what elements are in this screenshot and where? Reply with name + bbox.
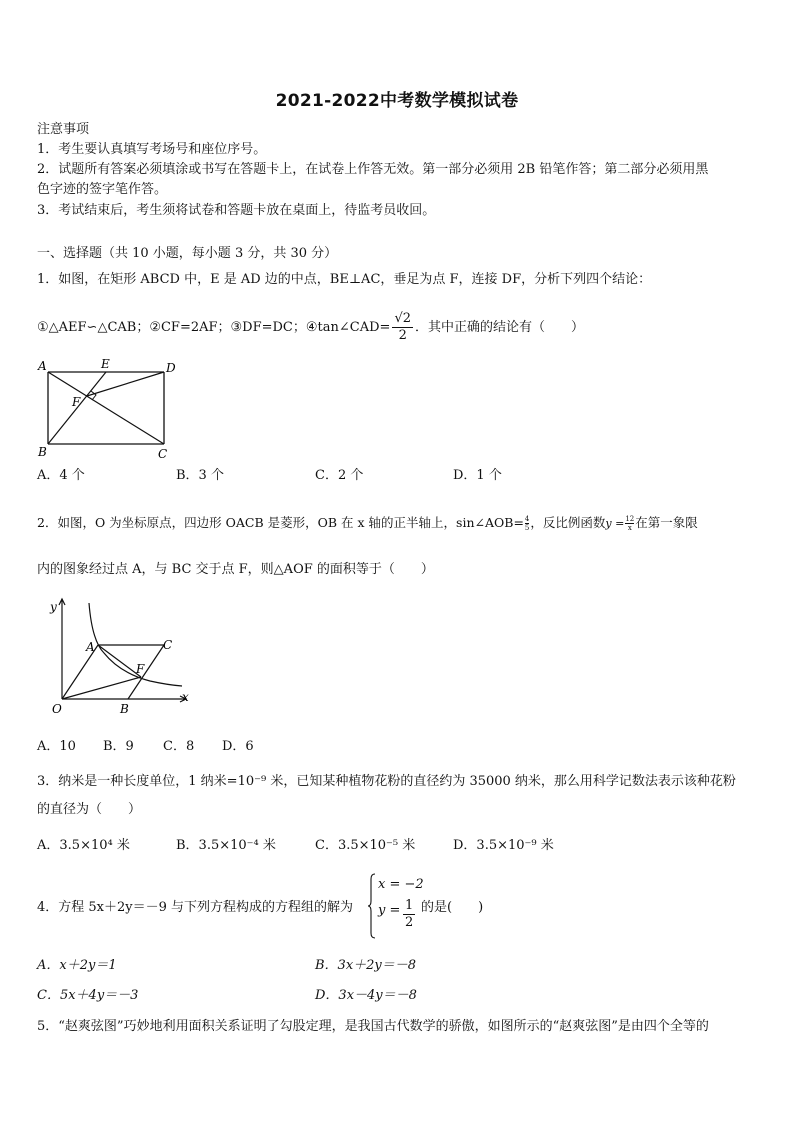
q1-frac-num: √2	[394, 311, 411, 326]
notice-heading: 注意事项	[37, 122, 90, 137]
q3-option-c[interactable]: C．3.5×10⁻⁵ 米	[315, 838, 416, 853]
q1-option-b[interactable]: B．3 个	[176, 468, 224, 483]
q3-stem-line2: 的直径为（ ）	[37, 802, 142, 817]
q2-option-a[interactable]: A．10	[37, 739, 76, 754]
q1-fraction	[392, 311, 413, 344]
q1-label-F: F	[72, 395, 81, 409]
q2-func: y =	[605, 517, 625, 530]
q2-figure	[40, 593, 200, 718]
q1-segment-DF	[87, 372, 164, 396]
q4-sys-row1: x = −2	[378, 877, 424, 892]
q2-segment-AF	[98, 645, 141, 677]
q2-stem-part2: ，反比例函数	[530, 515, 606, 530]
q1-label-D: D	[166, 361, 176, 375]
q2-label-A: A	[86, 640, 95, 654]
q4-tail: 的是( )	[421, 900, 484, 915]
q1-label-E: E	[101, 357, 110, 371]
q3-option-d[interactable]: D．3.5×10⁻⁹ 米	[453, 838, 554, 853]
q2-stem-line2: 内的图象经过点 A，与 BC 交于点 F，则△AOF 的面积等于（ ）	[37, 562, 434, 577]
q2-label-y: y	[50, 600, 57, 614]
q4-sys-num: 1	[405, 898, 414, 913]
q5-stem-line1: 5．“赵爽弦图”巧妙地利用面积关系证明了勾股定理，是我国古代数学的骄傲，如图所示的“赵爽弦图”是由四个全等的	[37, 1019, 709, 1034]
q1-conclusions	[37, 306, 759, 350]
q4-option-d[interactable]: D．3x－4y＝－8	[315, 988, 417, 1003]
q4-sys-row2-lhs: y =	[378, 903, 401, 918]
q1-option-c[interactable]: C．2 个	[315, 468, 364, 483]
q2-label-x: x	[182, 690, 189, 704]
section-heading: 一、选择题（共 10 小题，每小题 3 分，共 30 分）	[37, 246, 338, 261]
notice-item-2: 2．试题所有答案必须填涂或书写在答题卡上，在试卷上作答无效。第一部分必须用 2B 铅笔作答；第二部分必须用黑	[37, 162, 709, 177]
q2-option-c[interactable]: C．8	[163, 739, 195, 754]
q2-option-b[interactable]: B．9	[103, 739, 134, 754]
q2-option-d[interactable]: D．6	[222, 739, 254, 754]
q2-k-den: x	[627, 524, 632, 532]
q4-sys-fraction	[403, 898, 415, 931]
q2-label-F: F	[136, 662, 145, 676]
q2-sin-den: 5	[524, 524, 530, 532]
q1-label-B: B	[38, 445, 47, 459]
q2-stem-line1	[37, 508, 759, 538]
q4-option-b[interactable]: B．3x＋2y＝－8	[315, 958, 417, 973]
q2-stem-part3: 在第一象限	[635, 515, 698, 530]
notice-item-3: 3．考试结束后，考生须将试卷和答题卡放在桌面上，待监考员收回。	[37, 203, 436, 218]
q3-stem-line1: 3．纳米是一种长度单位，1 纳米=10⁻⁹ 米，已知某种植物花粉的直径约为 35000 纳米，那么用科学记数法表示该种花粉	[37, 774, 736, 789]
q1-diagonal-AC	[48, 372, 164, 444]
q4-brace	[368, 873, 376, 939]
q3-option-b[interactable]: B．3.5×10⁻⁴ 米	[176, 838, 276, 853]
q2-k-num: 12	[625, 515, 635, 523]
q1-tail: ．其中正确的结论有（ ）	[415, 320, 585, 335]
q1-figure	[34, 356, 184, 464]
q1-option-d[interactable]: D．1 个	[453, 468, 502, 483]
q1-label-A: A	[38, 359, 47, 373]
q2-stem-part1: 2．如图，O 为坐标原点，四边形 OACB 是菱形，OB 在 x 轴的正半轴上，sin∠AOB=	[37, 515, 524, 530]
q1-option-a[interactable]: A．4 个	[37, 468, 85, 483]
q4-sys-den: 2	[405, 915, 414, 930]
q4-option-c[interactable]: C．5x＋4y＝－3	[37, 988, 139, 1003]
q4-stem: 4．方程 5x＋2y＝－9 与下列方程构成的方程组的解为	[37, 900, 354, 915]
q2-sin-num: 4	[524, 515, 530, 523]
q4-option-a[interactable]: A．x＋2y＝1	[37, 958, 117, 973]
notice-item-1: 1．考生要认真填写考场号和座位序号。	[37, 142, 267, 157]
q3-option-a[interactable]: A．3.5×10⁴ 米	[37, 838, 130, 853]
q1-label-C: C	[158, 447, 168, 461]
q1-frac-den: 2	[398, 328, 407, 343]
q2-sin-fraction	[525, 515, 529, 532]
q4-equation-system	[368, 873, 428, 943]
q2-k-fraction	[625, 515, 634, 532]
q2-label-B: B	[120, 702, 129, 716]
q1-stem: 1．如图，在矩形 ABCD 中，E 是 AD 边的中点，BE⊥AC，垂足为点 F，连接 DF，分析下列四个结论：	[37, 272, 652, 287]
q2-label-O: O	[52, 702, 62, 716]
page-title: 2021-2022中考数学模拟试卷	[275, 91, 519, 111]
q2-label-C: C	[163, 638, 173, 652]
q1-conclusion-text: ①△AEF∽△CAB；②CF=2AF；③DF=DC；④tan∠CAD=	[37, 320, 391, 335]
notice-item-2-cont: 色字迹的签字笔作答。	[37, 182, 168, 197]
